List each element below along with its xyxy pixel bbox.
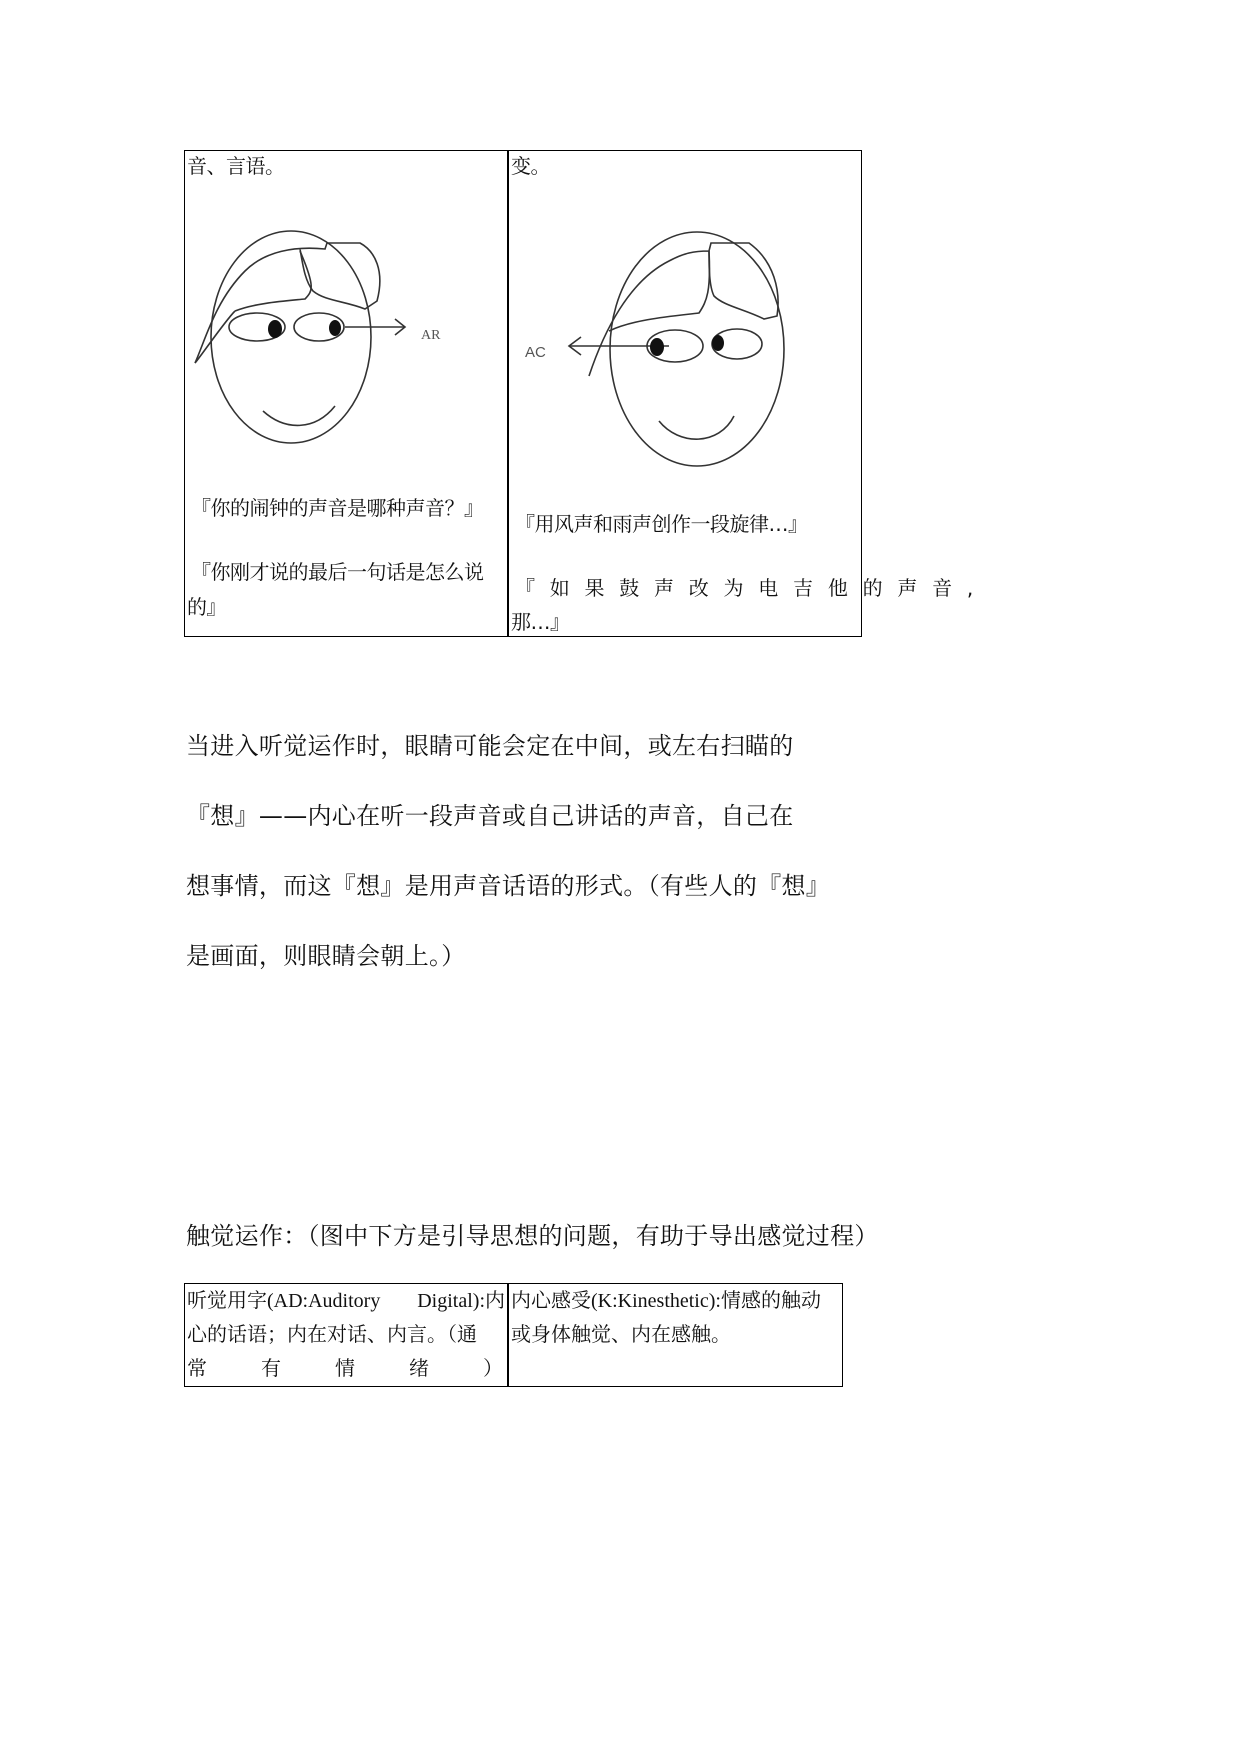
eye-accessing-table xyxy=(184,150,978,637)
right-quote-2-cont: 那…』 xyxy=(511,610,570,634)
paragraph-line-3: 想事情，而这『想』是用声音话语的形式。（有些人的『想』 xyxy=(186,872,831,900)
word: 常 xyxy=(187,1358,207,1380)
head-outline xyxy=(211,231,371,443)
face-looking-right-diagram xyxy=(185,191,507,471)
ac-label: AC xyxy=(525,344,546,361)
word: 绪 xyxy=(409,1358,429,1380)
word: 有 xyxy=(261,1358,281,1380)
right-quote-1: 『用风声和雨声创作一段旋律…』 xyxy=(515,512,808,536)
table-column-divider xyxy=(507,1284,509,1386)
ad-cell-line-1 xyxy=(187,1284,505,1318)
k-cell-line-1: 内心感受(K:Kinesthetic):情感的触动 xyxy=(511,1290,821,1312)
representation-system-table xyxy=(184,1283,843,1387)
left-cell-header: 音、言语。 xyxy=(187,154,285,178)
paragraph-line-4: 是画面，则眼睛会朝上。） xyxy=(186,942,466,970)
k-cell-line-2: 或身体触觉、内在感触。 xyxy=(511,1324,731,1346)
word: 情 xyxy=(335,1358,355,1380)
ad-cell-line-2: 心的话语；内在对话、内言。（通 xyxy=(187,1324,477,1346)
ad-cell-line-3 xyxy=(187,1352,503,1386)
left-quote-1: 『你的闹钟的声音是哪种声音？』 xyxy=(191,496,484,520)
right-cell-header: 变。 xyxy=(511,154,550,178)
head-outline xyxy=(610,232,784,466)
left-quote-2-cont: 的』 xyxy=(187,595,226,619)
kinesthetic-heading: 触觉运作：（图中下方是引导思想的问题，有助于导出感觉过程） xyxy=(186,1222,879,1250)
right-quote-2: 『 如 果 鼓 声 改 为 电 吉 他 的 声 音 , xyxy=(515,576,978,600)
ar-label: AR xyxy=(421,328,441,343)
left-quote-2: 『你刚才说的最后一句话是怎么说 xyxy=(191,560,484,584)
face-looking-left-diagram xyxy=(509,191,861,491)
ad-term: 听觉用字(AD:Auditory xyxy=(187,1290,381,1312)
paragraph-line-1: 当进入听觉运作时，眼睛可能会定在中间，或左右扫瞄的 xyxy=(186,732,794,760)
ad-term-cont: Digital):内 xyxy=(417,1290,505,1312)
word: ） xyxy=(483,1358,503,1380)
paragraph-line-2: 『想』——内心在听一段声音或自己讲话的声音，自己在 xyxy=(186,802,794,830)
